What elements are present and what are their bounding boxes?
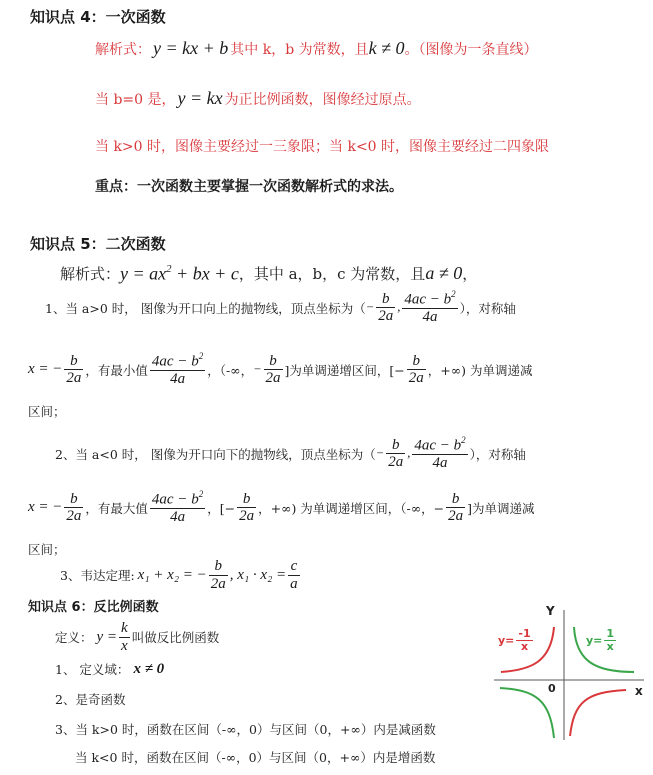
vieta-sum: x₁ + x₂ = − xyxy=(137,566,207,583)
section6-heading: 知识点 6：反比例函数 xyxy=(28,600,159,615)
linear-formula: y = kx + b xyxy=(153,38,229,58)
formula-condition: k ≠ 0 xyxy=(368,38,405,58)
comma: , xyxy=(397,300,401,315)
formula-label: 解析式： xyxy=(60,265,121,284)
x-axis-label: x xyxy=(635,684,643,698)
case1-vertex-line xyxy=(45,290,516,325)
case1-tail: 区间； xyxy=(28,404,66,419)
fraction-b-2a: $\frac{b}{2a}$ xyxy=(388,436,404,471)
fraction-b-2a: $\frac{b}{2a}$ xyxy=(66,490,82,525)
proportional-text-2: 为正比例函数，图像经过原点。 xyxy=(224,91,421,108)
minus: − xyxy=(365,300,375,315)
pos-curve-label: y= $\frac{1}{x}$ xyxy=(586,627,615,654)
case2-vertex-line xyxy=(55,436,526,471)
minus: − xyxy=(375,446,385,461)
interval-text: ]为单调递增区间，[− xyxy=(284,362,405,378)
case2-close: ），对称轴 xyxy=(469,446,526,462)
fraction-vertex-y: $\frac{4ac - b^2}{4a}$ xyxy=(404,289,456,325)
formula-note-2: 。（图像为一条直线） xyxy=(404,41,538,58)
interval-text: ，+∞) 为单调递增区间，（-∞，− xyxy=(258,500,445,516)
domain-math: x ≠ 0 xyxy=(133,660,165,677)
axis-formula: x = − xyxy=(28,499,63,516)
comma: , xyxy=(407,446,411,461)
definition-y: y = xyxy=(96,628,118,645)
punct: ， xyxy=(462,265,478,284)
k-negative-rule: 当 k<0 时，函数在区间（-∞，0）与区间（0，+∞）内是增函数 xyxy=(75,750,436,765)
case2-tail: 区间； xyxy=(28,542,66,557)
interval-text: ]为单调递减 xyxy=(467,500,535,516)
hyperbola-graph xyxy=(486,602,651,752)
quadratic-formula: $y = ax^2$ + bx + c xyxy=(120,263,239,284)
formula-note: ，其中 a，b，c 为常数，且 xyxy=(238,265,426,284)
case1-axis-line: x = − $\frac{b}{2a}$ ，有最小值 $\frac{4ac - b^2}{4a}$ ，（-∞， − $\frac{b}{2a}$ ]为单调递增区间，[− $\frac{b}{2a}$ ，+∞) 为单调递减 xyxy=(28,351,533,387)
case2-axis-line xyxy=(28,490,535,525)
fraction-k-x: $\frac{k}{x}$ xyxy=(121,620,128,654)
fraction-b-2a: $\frac{b}{2a}$ xyxy=(239,490,255,525)
fraction-vertex-y: $\frac{4ac - b^2}{4a}$ xyxy=(151,489,204,525)
formula-label: 解析式： xyxy=(95,41,151,58)
quadrant-rule: 当 k>0 时，图像主要经过一三象限；当 k<0 时，图像主要经过二四象限 xyxy=(95,139,550,155)
vieta-line xyxy=(60,558,302,592)
interval-text: ，[− xyxy=(207,500,236,516)
k-positive-rule: 3、当 k>0 时，函数在区间（-∞，0）与区间（0，+∞）内是减函数 xyxy=(55,722,436,737)
fraction-b-2a: $\frac{b}{2a}$ xyxy=(448,490,464,525)
fraction-c-a: $\frac{c}{a}$ xyxy=(290,558,298,592)
domain-label: 1、 定义域： xyxy=(55,662,130,677)
proportional-line xyxy=(95,88,421,109)
vieta-product: , x₁ · x₂ = xyxy=(229,566,287,583)
case2-intro: 2、当 a<0 时， 图像为开口向下的抛物线，顶点坐标为（ xyxy=(55,446,376,462)
fraction-b-2a: $\frac{b}{2a}$ xyxy=(66,352,82,387)
key-point: 重点：一次函数主要掌握一次函数解析式的求法。 xyxy=(95,179,403,195)
definition-label: 定义： xyxy=(55,630,93,645)
fraction-b-2a: $\frac{b}{2a}$ xyxy=(265,352,281,387)
max-value-label: ，有最大值 xyxy=(85,500,148,516)
definition-tail: 叫做反比例函数 xyxy=(131,630,220,645)
min-value-label: ，有最小值 xyxy=(85,362,148,378)
interval-text: ，（-∞， xyxy=(207,362,254,378)
interval-text: ，+∞) 为单调递减 xyxy=(427,362,533,378)
fraction-vertex-y: $\frac{4ac - b^2}{4a}$ xyxy=(151,351,204,387)
axis-formula: x = − xyxy=(28,361,63,378)
fraction-b-2a: $\frac{b}{2a}$ xyxy=(378,290,394,325)
neg-curve-label: y= $\frac{-1}{x}$ xyxy=(498,627,531,654)
section5-heading: 知识点 5：二次函数 xyxy=(30,235,166,253)
origin-label: 0 xyxy=(548,682,556,695)
proportional-text: 当 b=0 是， xyxy=(95,91,176,108)
hyperbola-svg xyxy=(486,602,651,752)
fraction-vertex-y: $\frac{4ac - b^2}{4a}$ xyxy=(414,435,466,471)
vieta-label: 3、韦达定理: xyxy=(60,568,135,583)
inverse-definition xyxy=(55,620,219,654)
section4-heading: 知识点 4：一次函数 xyxy=(30,8,166,26)
formula-note: 其中 k，b 为常数，且 xyxy=(230,41,369,58)
quadratic-formula-line xyxy=(60,263,477,285)
fraction-b-2a: $\frac{b}{2a}$ xyxy=(408,352,424,387)
linear-formula-line xyxy=(95,38,538,59)
case1-close: ），对称轴 xyxy=(459,300,516,316)
proportional-formula: y = kx xyxy=(177,88,223,108)
odd-function: 2、是奇函数 xyxy=(55,692,126,707)
domain-line xyxy=(55,660,164,678)
formula-condition: a ≠ 0 xyxy=(425,263,463,284)
fraction-b-2a: $\frac{b}{2a}$ xyxy=(210,558,226,592)
case1-intro: 1、当 a>0 时， 图像为开口向上的抛物线，顶点坐标为（ xyxy=(45,300,366,316)
y-axis-label: Y xyxy=(546,604,555,618)
